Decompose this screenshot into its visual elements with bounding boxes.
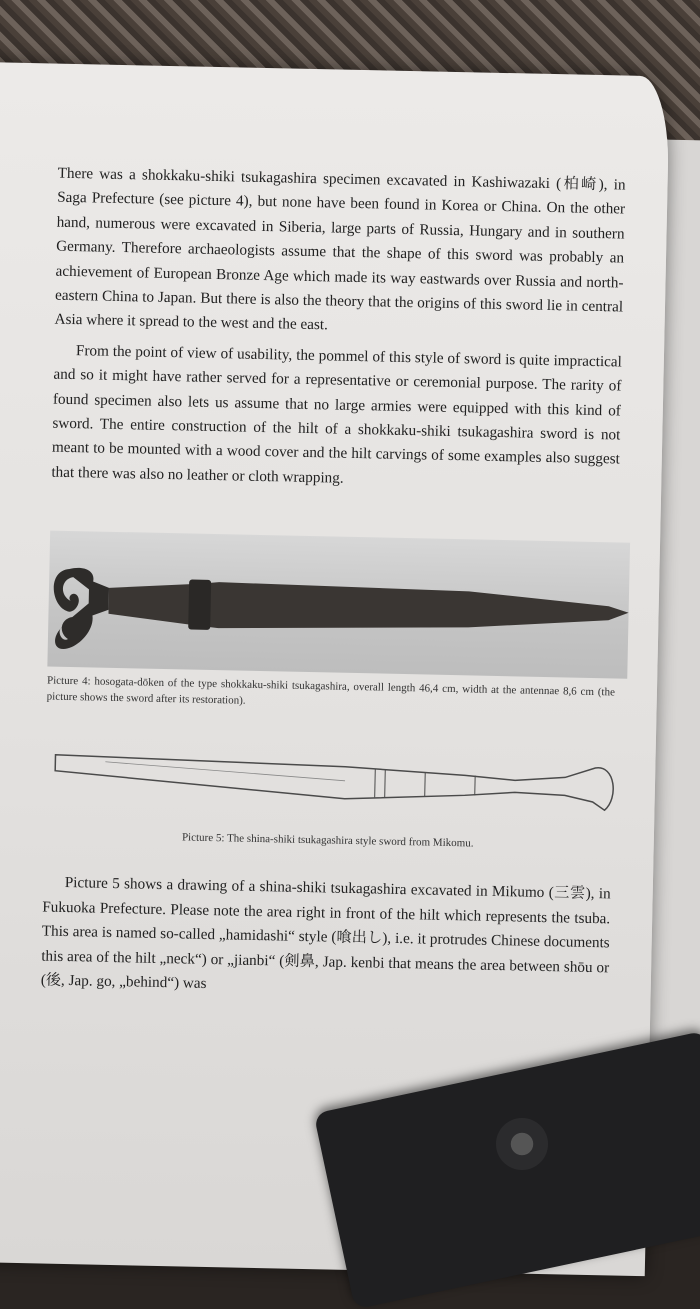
picture-5-caption: Picture 5: The shina-shiki tsukagashira style sword from Mikomu. (44, 827, 612, 855)
picture-5-drawing (44, 727, 626, 839)
page-content (41, 162, 626, 1005)
picture-4-photo (47, 531, 630, 679)
paragraph-1: There was a shokkaku-shiki tsukagashira specimen excavated in Kashiwazaki (柏崎), in Saga Prefecture (see picture 4), but none have been found in Korea or China. On the other hand, numerous were excavated in Siberia, large parts of Russia, Hungary and in southern Germany. Therefore archaeologists assume that the shape of this sword was probably an achievement of European Bronze Age which made its way eastwards over Russia and north-eastern China to Japan. But there is also the theory that the origins of this sword lie in central Asia where it spread to the west and the east. (54, 162, 625, 345)
picture-4-caption: Picture 4: hosogata-dōken of the type shokkaku-shiki tsukagashira, overall length 46,4 cm, width at the antennae 8,6 cm (the picture shows the sword after its restoration). (47, 673, 616, 717)
clip-knob (496, 1118, 548, 1170)
sword-line-drawing (44, 727, 626, 839)
paragraph-3: Picture 5 shows a drawing of a shina-shiki tsukagashira excavated in Mikumo (三雲), in Fukuoka Prefecture. Please note the area right in front of the hilt which represents the tsuba. This area is named so-called „hamidashi“ style (喰出し), i.e. it protrudes Chinese documents this area of the hilt „neck“) or „jianbi“ (剣鼻, Jap. kenbi that means the area between shōu or (後, Jap. go, „behind“) was (41, 871, 611, 1005)
paragraph-2: From the point of view of usability, the pommel of this style of sword is quite impractical and so it might have rather served for a representative or ceremonial purpose. The rarity of found specimen also lets us assume that no large armies were equipped with this kind of sword. The entire construction of the hilt of a shokkaku-shiki tsukagashira sword is not meant to be mounted with a wood cover and the hilt carvings of some examples also suggest that there was also no leather or cloth wrapping. (51, 338, 622, 496)
bronze-sword-photo (47, 531, 630, 679)
